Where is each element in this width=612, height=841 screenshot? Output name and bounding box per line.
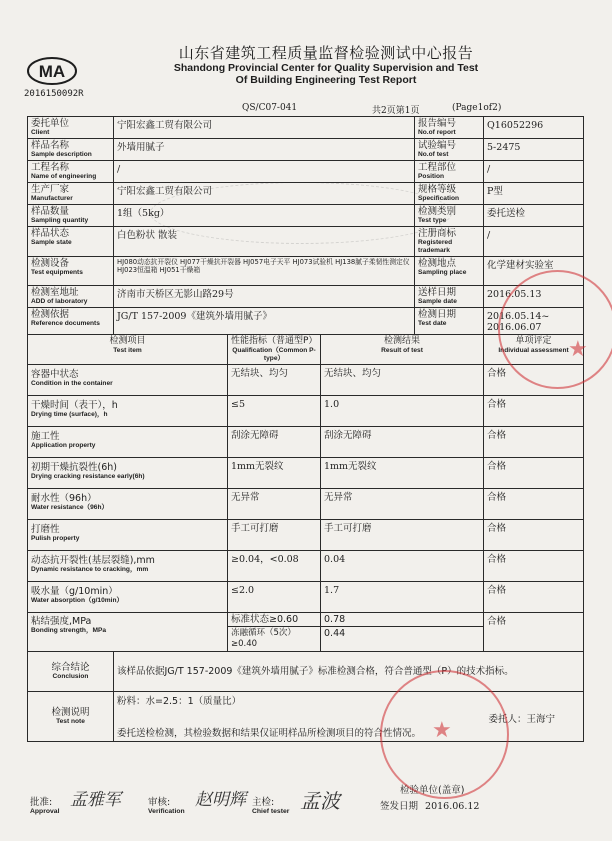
note-content xyxy=(114,692,584,742)
test-date-label-en: Test date xyxy=(418,320,447,327)
table-row xyxy=(28,520,584,551)
result-header: 检测结果 xyxy=(384,336,421,346)
table-row xyxy=(28,458,584,489)
trademark-label: 注册商标 xyxy=(418,228,457,239)
equipment-label-en: Test equipments xyxy=(31,269,83,276)
spec-value: P型 xyxy=(484,183,584,205)
test-date-start: 2016.05.14~ xyxy=(487,311,550,322)
conclusion-row xyxy=(28,652,584,692)
bonding-result-standard: 0.78 xyxy=(321,613,484,627)
quantity-value: 1组（5kg） xyxy=(114,205,415,227)
bonding-item-en: Bonding strength，MPa xyxy=(31,627,107,634)
sample-desc-value: 外墙用腻子 xyxy=(114,139,415,161)
info-row xyxy=(28,286,584,308)
report-no-label-en: No.of report xyxy=(418,129,456,136)
position-label: 工程部位 xyxy=(418,162,457,173)
spec-label-en: Specification xyxy=(418,195,460,202)
result-qual: 无结块、均匀 xyxy=(228,365,321,396)
engineering-value: / xyxy=(114,161,415,183)
conclusion-label: 综合结论 xyxy=(51,662,90,673)
report-title-en xyxy=(116,62,536,86)
result-qual: 刮涂无障碍 xyxy=(228,427,321,458)
quantity-label: 样品数量 xyxy=(31,206,70,217)
result-item-en: Water resistance（96h） xyxy=(31,504,109,511)
info-row xyxy=(28,205,584,227)
info-row xyxy=(28,257,584,286)
note-agent: 委托人：王海宁 xyxy=(488,714,556,725)
assess-header-en: Individual assessment xyxy=(498,347,569,354)
result-value: 无异常 xyxy=(321,489,484,520)
result-value: 手工可打磨 xyxy=(321,520,484,551)
chief-tester-signature: 孟波 xyxy=(300,789,340,813)
info-row xyxy=(28,227,584,257)
conclusion-label-en: Conclusion xyxy=(52,673,89,680)
state-value: 白色粉状 散装 xyxy=(114,227,415,257)
result-qual: ≥0.04，<0.08 xyxy=(228,551,321,582)
table-row xyxy=(28,489,584,520)
result-assess: 合格 xyxy=(484,365,584,396)
info-row xyxy=(28,161,584,183)
result-qual: ≤2.0 xyxy=(228,582,321,613)
seal-star-icon: ★ xyxy=(568,337,588,362)
place-label-en: Sampling place xyxy=(418,269,467,276)
result-item-en: Pulish property xyxy=(31,535,80,542)
page-count-en: (Page1of2) xyxy=(452,103,502,113)
sample-desc-label-en: Sample description xyxy=(31,151,92,158)
assess-header: 单项评定 xyxy=(515,336,552,346)
result-assess: 合格 xyxy=(484,396,584,427)
report-table xyxy=(27,116,584,742)
result-item-en: Water absorption（g/10min） xyxy=(31,597,124,604)
seal-label: 检验单位(盖章) xyxy=(400,785,465,796)
equipment-label: 检测设备 xyxy=(31,258,70,269)
approval-label-en: Approval xyxy=(30,808,60,815)
issue-date-value: 2016.06.12 xyxy=(425,801,480,812)
report-no-value: Q16052296 xyxy=(484,117,584,139)
client-label-en: Client xyxy=(31,129,50,136)
bonding-item: 粘结强度,MPa xyxy=(31,616,92,627)
ma-code: 2016150092R xyxy=(24,89,84,99)
engineering-label-en: Name of engineering xyxy=(31,173,97,180)
verification-label-cn: 审核: xyxy=(148,797,171,808)
verification-signature: 赵明辉 xyxy=(195,790,246,810)
table-row xyxy=(28,582,584,613)
manufacturer-label-en: Manufacturer xyxy=(31,195,73,202)
result-header-en: Result of test xyxy=(381,347,423,354)
send-date-label-en: Sample date xyxy=(418,298,457,305)
position-value: / xyxy=(484,161,584,183)
table-row xyxy=(28,427,584,458)
test-type-label-en: Test type xyxy=(418,217,447,224)
ma-certification-logo xyxy=(26,56,78,86)
lab-value: 济南市天桥区无影山路29号 xyxy=(114,286,415,308)
result-assess: 合格 xyxy=(484,551,584,582)
ref-value: JG/T 157-2009《建筑外墙用腻子》 xyxy=(114,308,415,335)
note-label-en: Test note xyxy=(56,718,85,725)
result-value: 0.04 xyxy=(321,551,484,582)
page-count-cn: 共2页第1页 xyxy=(372,106,420,116)
issue-date xyxy=(380,798,479,812)
result-item: 容器中状态 xyxy=(31,369,79,380)
result-assess: 合格 xyxy=(484,427,584,458)
bonding-assess: 合格 xyxy=(484,613,584,652)
manufacturer-label: 生产厂家 xyxy=(31,184,70,195)
chief-tester-label xyxy=(252,794,289,816)
result-item: 动态抗开裂性(基层裂缝),mm xyxy=(31,555,155,566)
info-row xyxy=(28,117,584,139)
ref-label-en: Reference documents xyxy=(31,320,100,327)
test-date-label: 检测日期 xyxy=(418,309,457,320)
report-title-en-line2: Of Building Engineering Test Report xyxy=(235,74,417,86)
result-qual: ≤5 xyxy=(228,396,321,427)
table-row xyxy=(28,396,584,427)
client-value: 宁阳宏鑫工贸有限公司 xyxy=(114,117,415,139)
result-assess: 合格 xyxy=(484,520,584,551)
approval-signature: 孟雅军 xyxy=(70,790,121,810)
conclusion-text: 该样品依据JG/T 157-2009《建筑外墙用腻子》标准检测合格，符合普通型（P）的技术指标。 xyxy=(114,652,584,692)
state-label-en: Sample state xyxy=(31,239,72,246)
test-type-label: 检测类别 xyxy=(418,206,457,217)
state-label: 样品状态 xyxy=(31,228,70,239)
result-item: 打磨性 xyxy=(31,524,60,535)
result-item: 耐水性（96h） xyxy=(31,493,97,504)
chief-tester-label-en: Chief tester xyxy=(252,808,290,815)
test-date-end: 2016.06.07 xyxy=(487,322,542,333)
report-title-en-line1: Shandong Provincial Center for Quality Supervision and Test xyxy=(173,62,479,74)
result-qual: 无异常 xyxy=(228,489,321,520)
item-header-en: Test item xyxy=(113,347,142,354)
qual-header: 性能指标（普通型P） xyxy=(231,336,318,346)
sample-desc-label: 样品名称 xyxy=(31,140,70,151)
bonding-row xyxy=(28,613,584,627)
client-label: 委托单位 xyxy=(31,118,70,129)
info-row xyxy=(28,183,584,205)
result-item: 干燥时间（表干），h xyxy=(31,400,118,411)
spec-label: 规格等级 xyxy=(418,184,457,195)
result-assess: 合格 xyxy=(484,458,584,489)
info-row xyxy=(28,139,584,161)
bonding-qual-freeze: 冻融循环（5次）≥0.40 xyxy=(228,627,321,652)
result-value: 1.7 xyxy=(321,582,484,613)
result-assess: 合格 xyxy=(484,582,584,613)
place-label: 检测地点 xyxy=(418,258,457,269)
note-label: 检测说明 xyxy=(51,707,90,718)
table-row xyxy=(28,551,584,582)
send-date-label: 送样日期 xyxy=(418,287,457,298)
verification-label-en: Verification xyxy=(148,808,185,815)
result-qual: 手工可打磨 xyxy=(228,520,321,551)
result-value: 1mm无裂纹 xyxy=(321,458,484,489)
approval-label-cn: 批准: xyxy=(30,797,53,808)
result-item: 吸水量（g/10min） xyxy=(31,586,118,597)
result-qual: 1mm无裂纹 xyxy=(228,458,321,489)
chief-tester-label-cn: 主检: xyxy=(252,797,275,808)
bonding-result-freeze: 0.44 xyxy=(321,627,484,652)
note-line2: 委托送检检测，其检验数据和结果仅证明样品所检测项目的符合性情况。 xyxy=(117,728,422,739)
equipment-value: HJ080动态抗开裂仪 HJ077干燥抗开裂器 HJ057电子天平 HJ073试验机 HJ138腻子柔韧性测定仪 HJ023恒温箱 HJ051干燥箱 xyxy=(114,257,415,286)
result-item-en: Drying cracking resistance early(6h) xyxy=(31,473,145,480)
item-header: 检测项目 xyxy=(109,336,146,346)
result-value: 无结块、均匀 xyxy=(321,365,484,396)
engineering-label: 工程名称 xyxy=(31,162,70,173)
lab-label: 检测室地址 xyxy=(31,287,79,298)
test-no-label: 试验编号 xyxy=(418,140,457,151)
quantity-label-en: Sampling quantity xyxy=(31,217,89,224)
trademark-value: / xyxy=(484,227,584,257)
bonding-qual-standard: 标准状态≥0.60 xyxy=(228,613,321,627)
trademark-label-en: Registered trademark xyxy=(418,239,453,254)
result-item: 初期干燥抗裂性(6h) xyxy=(31,462,117,473)
result-item-en: Application property xyxy=(31,442,96,449)
result-item: 施工性 xyxy=(31,431,60,442)
result-value: 刮涂无障碍 xyxy=(321,427,484,458)
report-no-label: 报告编号 xyxy=(418,118,457,129)
result-assess: 合格 xyxy=(484,489,584,520)
result-value: 1.0 xyxy=(321,396,484,427)
result-item-en: Dynamic resistance to cracking，mm xyxy=(31,566,149,573)
note-line1: 粉料：水=2.5：1（质量比） xyxy=(117,696,242,707)
ma-mark: MA xyxy=(38,62,66,81)
issue-date-label: 签发日期 xyxy=(380,801,419,812)
test-no-value: 5-2475 xyxy=(484,139,584,161)
report-title-cn: 山东省建筑工程质量监督检验测试中心报告 xyxy=(178,44,474,62)
form-code: QS/C07-041 xyxy=(242,103,298,113)
approval-label xyxy=(30,794,59,816)
qual-header-en: Qualification（Common P-type） xyxy=(232,347,316,362)
lab-label-en: ADD of laboratory xyxy=(31,298,88,305)
result-item-en: Drying time (surface)，h xyxy=(31,411,108,418)
manufacturer-value: 宁阳宏鑫工贸有限公司 xyxy=(114,183,415,205)
official-seal-stamp xyxy=(498,270,612,389)
position-label-en: Position xyxy=(418,173,445,180)
result-item-en: Condition in the container xyxy=(31,380,113,387)
test-type-value: 委托送检 xyxy=(484,205,584,227)
test-no-label-en: No.of test xyxy=(418,151,449,158)
verification-label xyxy=(148,794,185,816)
place-value: 化学建材实验室 xyxy=(484,257,584,286)
ref-label: 检测依据 xyxy=(31,309,70,320)
table-row xyxy=(28,365,584,396)
seal-star-icon: ★ xyxy=(432,718,452,743)
send-date-value: 2016.05.13 xyxy=(484,286,584,308)
